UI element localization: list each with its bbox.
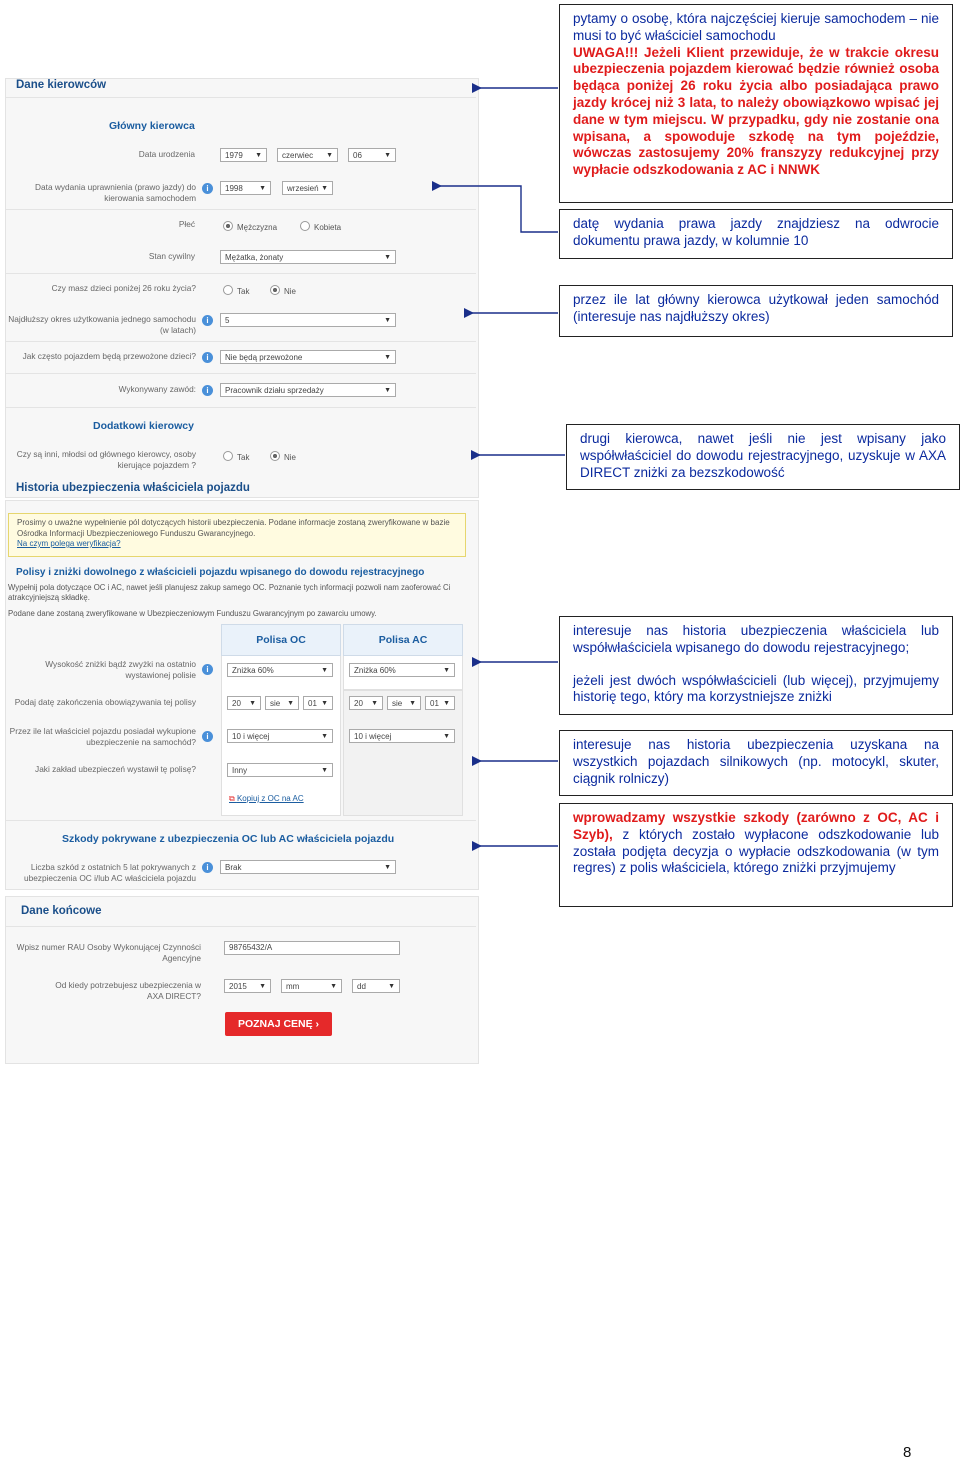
note-second-driver-text: drugi kierowca, nawet jeśli nie jest wpisany jako współwłaściciel do dowodu rejestracyjnego, uzyskuje w AXA DIRECT zniżki za bezszkodowość [580, 431, 946, 480]
children-yes-radio[interactable]: Tak [223, 285, 249, 297]
ac-end-month-select[interactable]: sie ▼ [387, 696, 421, 710]
note-claims-bold: wprowadzamy wszystkie szkody (zarówno z OC, AC i Szyb), [573, 810, 939, 842]
info-icon[interactable]: i [202, 664, 213, 675]
discount-oc-select[interactable]: Zniżka 60% ▼ [227, 663, 333, 677]
gender-label: Płeć [178, 219, 195, 229]
final-title: Dane końcowe [21, 905, 102, 917]
longest-use-label: Najdłuższy okres użytkowania jednego samochodu (w latach) [8, 314, 196, 335]
verification-notice [8, 513, 466, 557]
oc-end-month-select[interactable]: sie ▼ [265, 696, 299, 710]
ac-end-year-select[interactable]: 01 ▼ [425, 696, 455, 710]
longest-use-select[interactable]: 5 ▼ [220, 313, 396, 327]
license-date-label: Data wydania uprawnienia (prawo jazdy) do kierowania samochodem [35, 182, 196, 203]
info-icon[interactable]: i [202, 862, 213, 873]
note-history-vehicles-text: interesuje nas historia ubezpieczenia uzyskana na wszystkich pojazdach silnikowych (np. motocykl, skuter, ciągnik rolniczy) [573, 737, 939, 786]
polisa-ac-header: Polisa AC [343, 624, 463, 656]
oc-end-year-select[interactable]: 01 ▼ [303, 696, 333, 710]
children-label: Czy masz dzieci poniżej 26 roku życia? [51, 283, 196, 293]
occupation-label: Wykonywany zawód: [118, 384, 196, 394]
copy-icon: ⧉ [229, 794, 237, 803]
discount-label: Wysokość zniżki bądź zwyżki na ostatnio wystawionej polisie [45, 659, 196, 680]
policy-title: Polisy i zniżki dowolnego z właścicieli pojazdu wpisanego do dowodu rejestracyjnego [16, 567, 425, 578]
gender-male-radio[interactable]: Mężczyzna [223, 221, 277, 233]
note-history-owner [559, 616, 953, 715]
children-transport-select[interactable]: Nie będą przewożone ▼ [220, 350, 396, 364]
additional-drivers-label: Czy są inni, młodsi od głównego kierowcy, osoby kierujące pojazdem ? [16, 449, 196, 470]
oc-end-day-select[interactable]: 20 ▼ [227, 696, 261, 710]
note-main-driver-intro: pytamy o osobę, która najczęściej kieruje samochodem – nie musi to być właściciel samochodu [573, 11, 939, 43]
birth-day-select[interactable]: 06 ▼ [348, 148, 396, 162]
info-icon[interactable]: i [202, 731, 213, 742]
divider [6, 926, 476, 927]
note-claims-text [573, 810, 939, 877]
divider [6, 820, 476, 821]
owners-oc-select[interactable]: 10 i więcej ▼ [227, 729, 333, 743]
divider [6, 97, 476, 98]
divider [6, 273, 476, 274]
notice-text: Prosimy o uważne wypełnienie pól dotyczących historii ubezpieczenia. Podane informacje zostaną zweryfikowane w bazie Ośrodka Informacji Ubezpieczeniowego Funduszu Gwarancyjnego. [17, 518, 450, 538]
start-month-select[interactable]: mm ▼ [281, 979, 342, 993]
verification-link[interactable]: Na czym polega weryfikacja? [17, 539, 121, 548]
policy-description: Wypełnij pola dotyczące OC i AC, nawet jeśli planujesz zakup samego OC. Poznanie tych informacji pozwoli nam zaoferować Ci atrakcyjniejszą składkę. [8, 583, 451, 602]
note-history-owner-a: interesuje nas historia ubezpieczenia właściciela lub współwłaściciela wpisanego do dowodu rejestracyjnego; [573, 623, 939, 655]
claims-title: Szkody pokrywane z ubezpieczenia OC lub AC właściciela pojazdu [62, 833, 395, 845]
main-driver-title: Główny kierowca [109, 120, 195, 132]
note-history-owner-b: jeżeli jest dwóch współwłaścicieli (lub więcej), przyjmujemy historię tego, który ma korzystniejsze zniżki [573, 672, 939, 705]
note-history-vehicles [559, 730, 953, 796]
note-second-driver [566, 424, 960, 490]
additional-drivers-title: Dodatkowi kierowcy [93, 420, 194, 432]
insurer-select[interactable]: Inny ▼ [227, 763, 333, 777]
note-main-driver-warning [573, 45, 939, 179]
copy-oc-to-ac-link[interactable] [229, 794, 304, 804]
license-year-select[interactable]: 1998 ▼ [220, 181, 271, 195]
ac-end-day-select[interactable]: 20 ▼ [349, 696, 383, 710]
polisa-oc-header: Polisa OC [221, 624, 341, 656]
birth-date-label: Data urodzenia [138, 149, 195, 159]
get-price-label: POZNAJ CENĘ [237, 1018, 313, 1030]
end-date-label: Podaj datę zakończenia obowiązywania tej polisy [14, 697, 196, 707]
info-icon[interactable]: i [202, 183, 213, 194]
rau-label: Wpisz numer RAU Osoby Wykonującej Czynności Agencyjne [16, 942, 201, 963]
additional-no-radio[interactable]: Nie [270, 451, 296, 463]
divider [6, 373, 476, 374]
drivers-title: Dane kierowców [16, 79, 107, 91]
claims-select[interactable]: Brak ▼ [220, 860, 396, 874]
note-longest-use [559, 285, 953, 337]
note-longest-use-text: przez ile lat główny kierowca użytkował jeden samochód (interesuje nas najdłuższy okres) [573, 292, 939, 324]
copy-link-text: Kopiuj z OC na AC [236, 794, 304, 803]
occupation-select[interactable]: Pracownik działu sprzedaży ▼ [220, 383, 396, 397]
additional-yes-radio[interactable]: Tak [223, 451, 249, 463]
note-warning-b: W przypadku, gdy nie zostanie ona wpisana, a spowoduje szkodę na tym pojeździe, wówczas zastosujemy 20% franszyzy redukcyjnej przy wypłacie odszkodowania z AC i NNWK [573, 111, 940, 178]
note-license-date-text: datę wydania prawa jazdy znajdziesz na odwrocie dokumentu prawa jazdy, w kolumnie 10 [573, 216, 939, 248]
marital-label: Stan cywilny [148, 251, 195, 261]
history-title: Historia ubezpieczenia właściciela pojazdu [16, 482, 250, 494]
note-warning-a: UWAGA!!! Jeżeli Klient przewiduje, że w trakcie okresu ubezpieczenia pojazdem kierować będzie również osoba będąca poniżej 26 roku życia albo posiadająca prawo jazdy krócej niż 3 lata, to należy obowiązkowo wpisać jej dane w tym miejscu. [573, 44, 939, 127]
start-year-select[interactable]: 2015 ▼ [224, 979, 271, 993]
policy-verify-text: Podane dane zostaną zweryfikowane w Ubezpieczeniowym Funduszu Gwarancyjnym po zawarciu umowy. [8, 609, 377, 618]
discount-ac-select[interactable]: Zniżka 60% ▼ [349, 663, 455, 677]
gender-female-radio[interactable]: Kobieta [300, 221, 341, 233]
divider [6, 341, 476, 342]
marital-select[interactable]: Mężatka, żonaty ▼ [220, 250, 396, 264]
claims-label: Liczba szkód z ostatnich 5 lat pokrywanych z ubezpieczenia OC i/lub AC właściciela pojazdu [23, 862, 196, 883]
divider [6, 407, 476, 408]
info-icon[interactable]: i [202, 352, 213, 363]
birth-year-select[interactable]: 1979 ▼ [220, 148, 267, 162]
insurer-label: Jaki zakład ubezpieczeń wystawił tę polisę? [35, 764, 196, 774]
start-day-select[interactable]: dd ▼ [352, 979, 400, 993]
note-license-date [559, 209, 953, 259]
children-no-radio[interactable]: Nie [270, 285, 296, 297]
chevron-right-icon: › [315, 1018, 320, 1030]
get-price-button[interactable] [225, 1012, 332, 1036]
divider [6, 209, 476, 210]
note-claims [559, 803, 953, 907]
license-month-select[interactable]: wrzesień ▼ [282, 181, 333, 195]
rau-input[interactable]: 98765432/A [224, 941, 400, 955]
start-date-label: Od kiedy potrzebujesz ubezpieczenia w AXA DIRECT? [55, 980, 201, 1001]
page-number: 8 [903, 1444, 912, 1461]
owners-ac-select[interactable]: 10 i więcej ▼ [349, 729, 455, 743]
info-icon[interactable]: i [202, 385, 213, 396]
info-icon[interactable]: i [202, 315, 213, 326]
birth-month-select[interactable]: czerwiec ▼ [277, 148, 338, 162]
note-claims-rest: z których zostało wypłacone odszkodowanie lub została podjęta decyzja o wypłacie odszkodowania (w tym regres) z polis właściciela, którego zniżki przyjmujemy [573, 826, 939, 876]
owners-label: Przez ile lat właściciel pojazdu posiadał wykupione ubezpieczenie na samochód? [9, 726, 196, 747]
children-transport-label: Jak często pojazdem będą przewożone dzieci? [22, 351, 196, 361]
note-main-driver [559, 4, 953, 203]
